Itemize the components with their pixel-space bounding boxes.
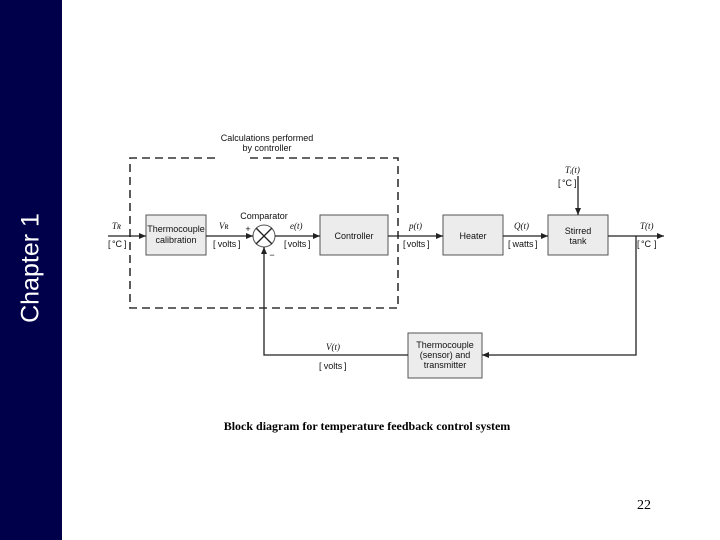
svg-text:]: ]: [308, 239, 311, 249]
svg-text:]: ]: [124, 239, 127, 249]
tank-label-line2: tank: [569, 236, 587, 246]
setpoint-label: Tʀ: [112, 221, 122, 231]
svg-text:]: ]: [238, 239, 241, 249]
comparator-plus-sign: +: [245, 224, 251, 234]
q-unit: watts: [512, 239, 534, 249]
disturbance-label: Tᵢ(t): [565, 165, 580, 175]
output-unit: °C: [640, 239, 652, 249]
vr-label: Vʀ: [219, 221, 229, 231]
svg-text:]: ]: [535, 239, 538, 249]
svg-text:[: [: [508, 239, 511, 249]
comparator-label: Comparator: [240, 211, 288, 221]
svg-text:]: ]: [654, 239, 657, 249]
error-unit: volts: [287, 239, 307, 249]
svg-text:]: ]: [427, 239, 430, 249]
output-label: T(t): [640, 221, 654, 231]
transmitter-label-line2: (sensor) and: [419, 350, 471, 360]
svg-text:[: [: [108, 239, 111, 249]
measured-label: V(t): [326, 342, 340, 352]
chapter-title: Chapter 1: [16, 213, 45, 323]
calibration-label-line2: calibration: [155, 235, 197, 245]
svg-text:[: [: [403, 239, 406, 249]
comparator-minus-sign: −: [269, 250, 275, 260]
svg-text:[: [: [213, 239, 216, 249]
page-number: 22: [637, 498, 651, 513]
svg-text:]: ]: [344, 361, 347, 371]
measured-unit: volts: [323, 361, 343, 371]
tank-label-line1: Stirred: [564, 226, 592, 236]
transmitter-label-line1: Thermocouple: [416, 340, 474, 350]
error-label: e(t): [290, 221, 303, 231]
heater-label: Heater: [459, 231, 487, 241]
q-label: Q(t): [514, 221, 529, 231]
p-label: p(t): [409, 221, 422, 231]
p-unit: volts: [406, 239, 426, 249]
region-label-line1: Calculations performed: [220, 133, 314, 143]
controller-label: Controller: [334, 231, 374, 241]
svg-text:[: [: [284, 239, 287, 249]
setpoint-unit: °C: [111, 239, 123, 249]
svg-text:]: ]: [574, 178, 577, 188]
vr-unit: volts: [217, 239, 237, 249]
svg-text:[: [: [319, 361, 322, 371]
calibration-label-line1: Thermocouple: [147, 224, 205, 234]
svg-text:[: [: [558, 178, 561, 188]
figure-caption: Block diagram for temperature feedback control system: [223, 419, 511, 433]
transmitter-label-line3: transmitter: [423, 360, 467, 370]
svg-text:[: [: [637, 239, 640, 249]
disturbance-unit: °C: [561, 178, 573, 188]
region-label-line2: by controller: [242, 143, 292, 153]
